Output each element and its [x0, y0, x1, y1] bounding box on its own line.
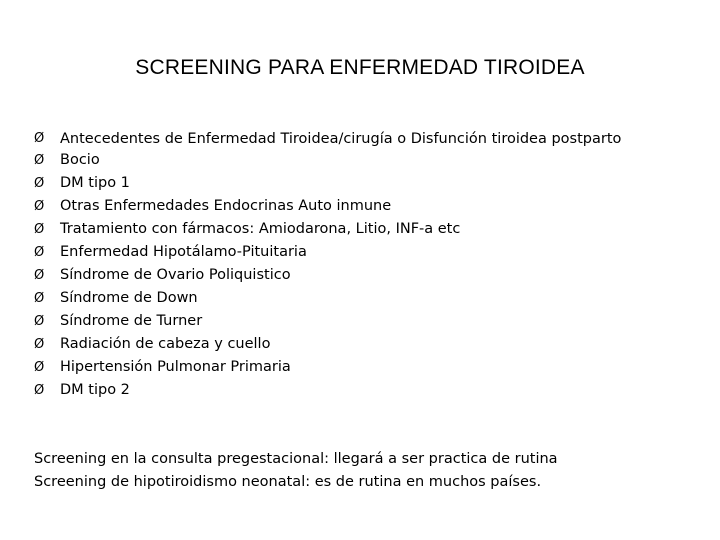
arrow-bullet-icon: Ø [34, 268, 45, 283]
arrow-bullet-icon: Ø [34, 176, 45, 191]
list-item [34, 310, 674, 333]
arrow-bullet-icon: Ø [34, 337, 45, 352]
arrow-bullet-icon: Ø [34, 222, 45, 237]
list-item [34, 264, 674, 287]
list-item [34, 241, 674, 264]
list-item-text: Enfermedad Hipotálamo-Pituitaria [60, 244, 307, 260]
arrow-bullet-icon: Ø [34, 291, 45, 306]
arrow-bullet-icon: Ø [34, 360, 45, 375]
list-item [34, 379, 674, 402]
arrow-bullet-icon: Ø [34, 199, 45, 214]
list-item [34, 129, 674, 149]
arrow-bullet-icon: Ø [34, 153, 45, 168]
list-item [34, 218, 674, 241]
slide-title: SCREENING PARA ENFERMEDAD TIROIDEA [135, 56, 585, 79]
list-item-text: Bocio [60, 152, 100, 168]
list-item [34, 172, 674, 195]
list-item-text: Radiación de cabeza y cuello [60, 336, 271, 352]
list-item-text: Síndrome de Down [60, 290, 198, 306]
list-item [34, 195, 674, 218]
notes [34, 448, 694, 494]
list-item-text: Antecedentes de Enfermedad Tiroidea/cirugía o Disfunción tiroidea postparto [60, 131, 622, 147]
bullet-list [34, 129, 674, 402]
list-item [34, 287, 674, 310]
list-item-text: Otras Enfermedades Endocrinas Auto inmune [60, 198, 392, 214]
note-pregestational: Screening en la consulta pregestacional: llegará a ser practica de rutina [34, 451, 558, 467]
arrow-bullet-icon: Ø [34, 131, 45, 146]
list-item [34, 356, 674, 379]
list-item-text: Síndrome de Ovario Poliquistico [60, 267, 291, 283]
list-item-text: DM tipo 2 [60, 382, 130, 398]
note-neonatal: Screening de hipotiroidismo neonatal: es de rutina en muchos países. [34, 474, 542, 490]
list-item [34, 149, 674, 172]
list-item-text: Tratamiento con fármacos: Amiodarona, Litio, INF-a etc [60, 221, 461, 237]
list-item-text: DM tipo 1 [60, 175, 130, 191]
arrow-bullet-icon: Ø [34, 245, 45, 260]
arrow-bullet-icon: Ø [34, 383, 45, 398]
arrow-bullet-icon: Ø [34, 314, 45, 329]
list-item-text: Hipertensión Pulmonar Primaria [60, 359, 291, 375]
list-item [34, 333, 674, 356]
list-item-text: Síndrome de Turner [60, 313, 203, 329]
